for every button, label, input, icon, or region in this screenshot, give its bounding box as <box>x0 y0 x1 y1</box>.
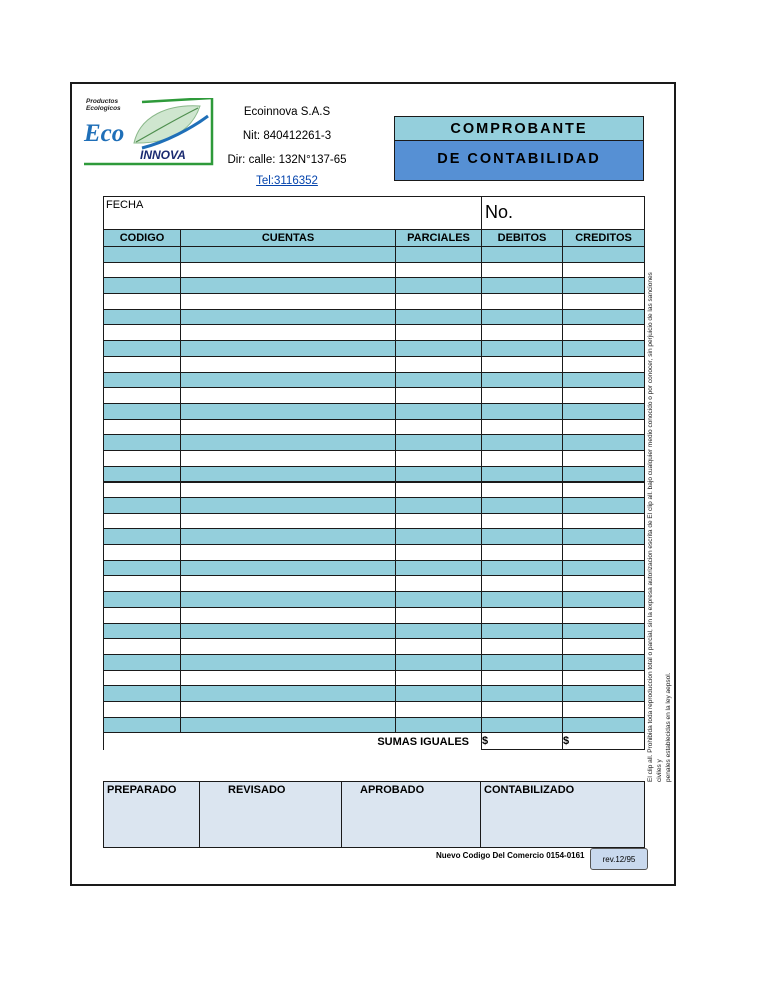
entry-cell-creditos[interactable] <box>563 466 645 482</box>
entry-cell-cuentas[interactable] <box>181 529 396 545</box>
entry-cell-debitos[interactable] <box>482 686 563 702</box>
entry-cell-codigo[interactable] <box>104 341 181 357</box>
side-note-line-1: El clip all. Prohibida toda reproduccion total o parcial, sin la expresa autorizacion escrita de El clip all. bajo cualquier medio conocido o por conocer, sin perjuicio de las sanciones civiles y <box>647 272 663 782</box>
entry-cell-cuentas[interactable] <box>181 639 396 655</box>
entry-cell-codigo[interactable] <box>104 403 181 419</box>
entry-cell-creditos[interactable] <box>563 309 645 325</box>
entry-cell-creditos[interactable] <box>563 529 645 545</box>
entry-row <box>104 466 645 482</box>
col-header-codigo: CODIGO <box>104 230 181 247</box>
entry-cell-cuentas[interactable] <box>181 309 396 325</box>
entry-cell-parciales[interactable] <box>396 592 482 608</box>
entry-cell-cuentas[interactable] <box>181 325 396 341</box>
entry-cell-codigo[interactable] <box>104 294 181 310</box>
entry-cell-creditos[interactable] <box>563 450 645 466</box>
entry-row <box>104 686 645 702</box>
entry-cell-cuentas[interactable] <box>181 545 396 561</box>
entry-cell-debitos[interactable] <box>482 607 563 623</box>
entry-cell-parciales[interactable] <box>396 560 482 576</box>
entry-cell-parciales[interactable] <box>396 576 482 592</box>
entry-cell-parciales[interactable] <box>396 388 482 404</box>
entry-cell-debitos[interactable] <box>482 576 563 592</box>
entry-row <box>104 576 645 592</box>
entry-cell-debitos[interactable] <box>482 450 563 466</box>
entry-cell-codigo[interactable] <box>104 639 181 655</box>
entry-cell-debitos[interactable] <box>482 262 563 278</box>
side-note-line-2: penales establecidas en la ley aepsol. <box>665 672 672 782</box>
entry-cell-debitos[interactable] <box>482 529 563 545</box>
accounting-table <box>103 196 645 750</box>
entry-cell-debitos[interactable] <box>482 623 563 639</box>
signature-section <box>103 781 645 848</box>
entry-cell-debitos[interactable] <box>482 592 563 608</box>
entry-cell-codigo[interactable] <box>104 325 181 341</box>
entry-row <box>104 435 645 451</box>
commerce-code: Nuevo Codigo Del Comercio 0154-0161 <box>436 851 585 860</box>
entry-cell-creditos[interactable] <box>563 560 645 576</box>
entry-cell-cuentas[interactable] <box>181 686 396 702</box>
entry-row <box>104 701 645 717</box>
entry-cell-parciales[interactable] <box>396 372 482 388</box>
number-field[interactable] <box>482 197 645 230</box>
entry-cell-cuentas[interactable] <box>181 356 396 372</box>
entry-cell-codigo[interactable] <box>104 545 181 561</box>
entry-cell-parciales[interactable] <box>396 513 482 529</box>
entry-cell-debitos[interactable] <box>482 513 563 529</box>
entry-row <box>104 607 645 623</box>
entry-cell-cuentas[interactable] <box>181 498 396 514</box>
currency-credit: $ <box>563 735 570 748</box>
entry-cell-debitos[interactable] <box>482 325 563 341</box>
revision-badge: rev.12/95 <box>590 848 648 870</box>
entry-cell-creditos[interactable] <box>563 388 645 404</box>
entry-cell-debitos[interactable] <box>482 341 563 357</box>
entry-cell-creditos[interactable] <box>563 701 645 717</box>
entry-cell-cuentas[interactable] <box>181 388 396 404</box>
entry-row <box>104 294 645 310</box>
entry-cell-cuentas[interactable] <box>181 701 396 717</box>
entry-cell-parciales[interactable] <box>396 639 482 655</box>
entry-cell-debitos[interactable] <box>482 247 563 263</box>
entry-cell-codigo[interactable] <box>104 482 181 498</box>
entry-cell-parciales[interactable] <box>396 529 482 545</box>
entry-cell-creditos[interactable] <box>563 686 645 702</box>
entry-cell-codigo[interactable] <box>104 701 181 717</box>
title-line-2: DE CONTABILIDAD <box>395 141 643 180</box>
entry-cell-parciales[interactable] <box>396 623 482 639</box>
entry-cell-cuentas[interactable] <box>181 560 396 576</box>
entry-cell-codigo[interactable] <box>104 529 181 545</box>
entry-cell-debitos[interactable] <box>482 717 563 733</box>
entry-cell-debitos[interactable] <box>482 670 563 686</box>
entry-cell-parciales[interactable] <box>396 419 482 435</box>
entry-cell-creditos[interactable] <box>563 403 645 419</box>
entry-cell-codigo[interactable] <box>104 498 181 514</box>
logo-eco-text: Eco <box>84 120 125 147</box>
entry-cell-codigo[interactable] <box>104 654 181 670</box>
entry-cell-cuentas[interactable] <box>181 294 396 310</box>
entry-cell-cuentas[interactable] <box>181 403 396 419</box>
entry-row <box>104 513 645 529</box>
credit-total-field[interactable] <box>563 733 645 750</box>
entry-cell-creditos[interactable] <box>563 482 645 498</box>
entry-cell-parciales[interactable] <box>396 686 482 702</box>
entry-cell-creditos[interactable] <box>563 435 645 451</box>
entry-cell-codigo[interactable] <box>104 247 181 263</box>
entry-row <box>104 262 645 278</box>
signature-contabilizado-label: CONTABILIZADO <box>484 784 575 796</box>
entry-cell-codigo[interactable] <box>104 717 181 733</box>
entry-cell-creditos[interactable] <box>563 325 645 341</box>
logo-tagline-1: Productos <box>86 98 119 105</box>
entry-cell-codigo[interactable] <box>104 262 181 278</box>
title-line-1: COMPROBANTE <box>395 117 643 141</box>
entry-cell-creditos[interactable] <box>563 341 645 357</box>
entry-cell-codigo[interactable] <box>104 607 181 623</box>
entry-cell-codigo[interactable] <box>104 670 181 686</box>
entry-cell-codigo[interactable] <box>104 419 181 435</box>
entry-cell-debitos[interactable] <box>482 701 563 717</box>
entry-cell-creditos[interactable] <box>563 372 645 388</box>
entry-cell-parciales[interactable] <box>396 309 482 325</box>
signature-aprobado[interactable] <box>342 782 481 848</box>
entry-row <box>104 403 645 419</box>
entry-cell-codigo[interactable] <box>104 576 181 592</box>
entry-cell-debitos[interactable] <box>482 654 563 670</box>
entry-cell-creditos[interactable] <box>563 498 645 514</box>
signature-preparado[interactable] <box>104 782 200 848</box>
entry-cell-debitos[interactable] <box>482 419 563 435</box>
entry-cell-parciales[interactable] <box>396 341 482 357</box>
entry-cell-debitos[interactable] <box>482 294 563 310</box>
entry-cell-debitos[interactable] <box>482 403 563 419</box>
company-address: Dir: calle: 132N°137-65 <box>227 154 347 166</box>
entry-cell-codigo[interactable] <box>104 356 181 372</box>
entry-row <box>104 670 645 686</box>
entry-cell-parciales[interactable] <box>396 450 482 466</box>
entry-row <box>104 529 645 545</box>
signature-preparado-label: PREPARADO <box>107 784 177 796</box>
debit-total-field[interactable] <box>482 733 563 750</box>
entry-cell-cuentas[interactable] <box>181 341 396 357</box>
entry-cell-creditos[interactable] <box>563 356 645 372</box>
copyright-side-note <box>646 262 673 782</box>
entry-cell-cuentas[interactable] <box>181 262 396 278</box>
entry-cell-debitos[interactable] <box>482 309 563 325</box>
company-name: Ecoinnova S.A.S <box>243 106 331 118</box>
entry-cell-creditos[interactable] <box>563 623 645 639</box>
entry-cell-codigo[interactable] <box>104 592 181 608</box>
entry-cell-parciales[interactable] <box>396 356 482 372</box>
entry-cell-parciales[interactable] <box>396 498 482 514</box>
entry-cell-cuentas[interactable] <box>181 576 396 592</box>
entry-cell-cuentas[interactable] <box>181 450 396 466</box>
entry-row <box>104 372 645 388</box>
entry-cell-creditos[interactable] <box>563 419 645 435</box>
entry-cell-creditos[interactable] <box>563 592 645 608</box>
entry-cell-cuentas[interactable] <box>181 247 396 263</box>
entry-cell-codigo[interactable] <box>104 450 181 466</box>
entry-cell-debitos[interactable] <box>482 560 563 576</box>
entry-row <box>104 592 645 608</box>
entry-row <box>104 247 645 263</box>
entry-cell-codigo[interactable] <box>104 435 181 451</box>
entry-cell-cuentas[interactable] <box>181 717 396 733</box>
entry-cell-debitos[interactable] <box>482 498 563 514</box>
entry-row <box>104 498 645 514</box>
entry-cell-debitos[interactable] <box>482 278 563 294</box>
company-logo <box>82 98 216 166</box>
sumas-label: SUMAS IGUALES <box>104 733 482 750</box>
entry-cell-creditos[interactable] <box>563 247 645 263</box>
entry-cell-debitos[interactable] <box>482 482 563 498</box>
entry-cell-creditos[interactable] <box>563 717 645 733</box>
entry-cell-debitos[interactable] <box>482 639 563 655</box>
entry-cell-creditos[interactable] <box>563 278 645 294</box>
entry-cell-creditos[interactable] <box>563 262 645 278</box>
company-nit: Nit: 840412261-3 <box>242 130 332 142</box>
entry-cell-codigo[interactable] <box>104 309 181 325</box>
entry-row <box>104 623 645 639</box>
entry-cell-parciales[interactable] <box>396 403 482 419</box>
entry-cell-parciales[interactable] <box>396 670 482 686</box>
entry-cell-codigo[interactable] <box>104 686 181 702</box>
entry-cell-cuentas[interactable] <box>181 466 396 482</box>
entry-cell-cuentas[interactable] <box>181 623 396 639</box>
entry-row <box>104 278 645 294</box>
entry-row <box>104 639 645 655</box>
entry-row <box>104 560 645 576</box>
entry-cell-debitos[interactable] <box>482 435 563 451</box>
entry-cell-creditos[interactable] <box>563 639 645 655</box>
entry-cell-debitos[interactable] <box>482 372 563 388</box>
signature-revisado-label: REVISADO <box>228 784 286 796</box>
entry-cell-creditos[interactable] <box>563 294 645 310</box>
entry-cell-codigo[interactable] <box>104 623 181 639</box>
entry-cell-codigo[interactable] <box>104 278 181 294</box>
entry-cell-creditos[interactable] <box>563 576 645 592</box>
entry-cell-parciales[interactable] <box>396 545 482 561</box>
entry-cell-debitos[interactable] <box>482 356 563 372</box>
entry-cell-cuentas[interactable] <box>181 372 396 388</box>
entry-row <box>104 341 645 357</box>
fecha-label: FECHA <box>106 199 144 211</box>
entry-cell-cuentas[interactable] <box>181 654 396 670</box>
entry-cell-parciales[interactable] <box>396 466 482 482</box>
entry-rows <box>104 247 645 733</box>
signature-contabilizado[interactable] <box>481 782 645 848</box>
entry-cell-codigo[interactable] <box>104 466 181 482</box>
logo-tagline <box>86 98 121 112</box>
entry-cell-creditos[interactable] <box>563 670 645 686</box>
entry-cell-parciales[interactable] <box>396 607 482 623</box>
entry-cell-debitos[interactable] <box>482 466 563 482</box>
entry-cell-codigo[interactable] <box>104 560 181 576</box>
entry-row <box>104 450 645 466</box>
entry-cell-creditos[interactable] <box>563 654 645 670</box>
entry-cell-cuentas[interactable] <box>181 435 396 451</box>
entry-row <box>104 325 645 341</box>
company-info <box>222 100 352 190</box>
entry-cell-parciales[interactable] <box>396 435 482 451</box>
entry-cell-parciales[interactable] <box>396 654 482 670</box>
logo-innova-text: INNOVA <box>140 148 186 162</box>
entry-cell-parciales[interactable] <box>396 278 482 294</box>
entry-cell-parciales[interactable] <box>396 262 482 278</box>
totals-row <box>104 733 645 750</box>
entry-row <box>104 309 645 325</box>
entry-row <box>104 482 645 498</box>
entry-cell-cuentas[interactable] <box>181 278 396 294</box>
entry-cell-cuentas[interactable] <box>181 607 396 623</box>
entry-row <box>104 388 645 404</box>
entry-cell-cuentas[interactable] <box>181 670 396 686</box>
entry-cell-cuentas[interactable] <box>181 482 396 498</box>
signature-revisado[interactable] <box>200 782 342 848</box>
entry-cell-parciales[interactable] <box>396 717 482 733</box>
entry-row <box>104 545 645 561</box>
col-header-debitos: DEBITOS <box>482 230 563 247</box>
entry-cell-parciales[interactable] <box>396 325 482 341</box>
entry-row <box>104 419 645 435</box>
entry-cell-parciales[interactable] <box>396 247 482 263</box>
entry-cell-parciales[interactable] <box>396 294 482 310</box>
entry-cell-debitos[interactable] <box>482 388 563 404</box>
entry-cell-codigo[interactable] <box>104 372 181 388</box>
company-tel-link[interactable]: Tel:3116352 <box>256 175 318 187</box>
currency-debit: $ <box>482 735 489 748</box>
entry-row <box>104 356 645 372</box>
entry-cell-debitos[interactable] <box>482 545 563 561</box>
fecha-field[interactable] <box>104 197 482 230</box>
entry-cell-cuentas[interactable] <box>181 419 396 435</box>
entry-cell-parciales[interactable] <box>396 482 482 498</box>
document-title <box>394 116 644 181</box>
entry-row <box>104 717 645 733</box>
signature-aprobado-label: APROBADO <box>360 784 425 796</box>
entry-cell-creditos[interactable] <box>563 607 645 623</box>
entry-cell-creditos[interactable] <box>563 513 645 529</box>
entry-cell-cuentas[interactable] <box>181 592 396 608</box>
col-header-cuentas: CUENTAS <box>181 230 396 247</box>
entry-cell-creditos[interactable] <box>563 545 645 561</box>
col-header-creditos: CREDITOS <box>563 230 645 247</box>
entry-row <box>104 654 645 670</box>
entry-cell-parciales[interactable] <box>396 701 482 717</box>
col-header-parciales: PARCIALES <box>396 230 482 247</box>
entry-cell-codigo[interactable] <box>104 513 181 529</box>
number-label: No. <box>485 202 514 222</box>
entry-cell-codigo[interactable] <box>104 388 181 404</box>
logo-tagline-2: Ecologicos <box>86 105 121 112</box>
entry-cell-cuentas[interactable] <box>181 513 396 529</box>
column-header-row <box>104 230 645 247</box>
